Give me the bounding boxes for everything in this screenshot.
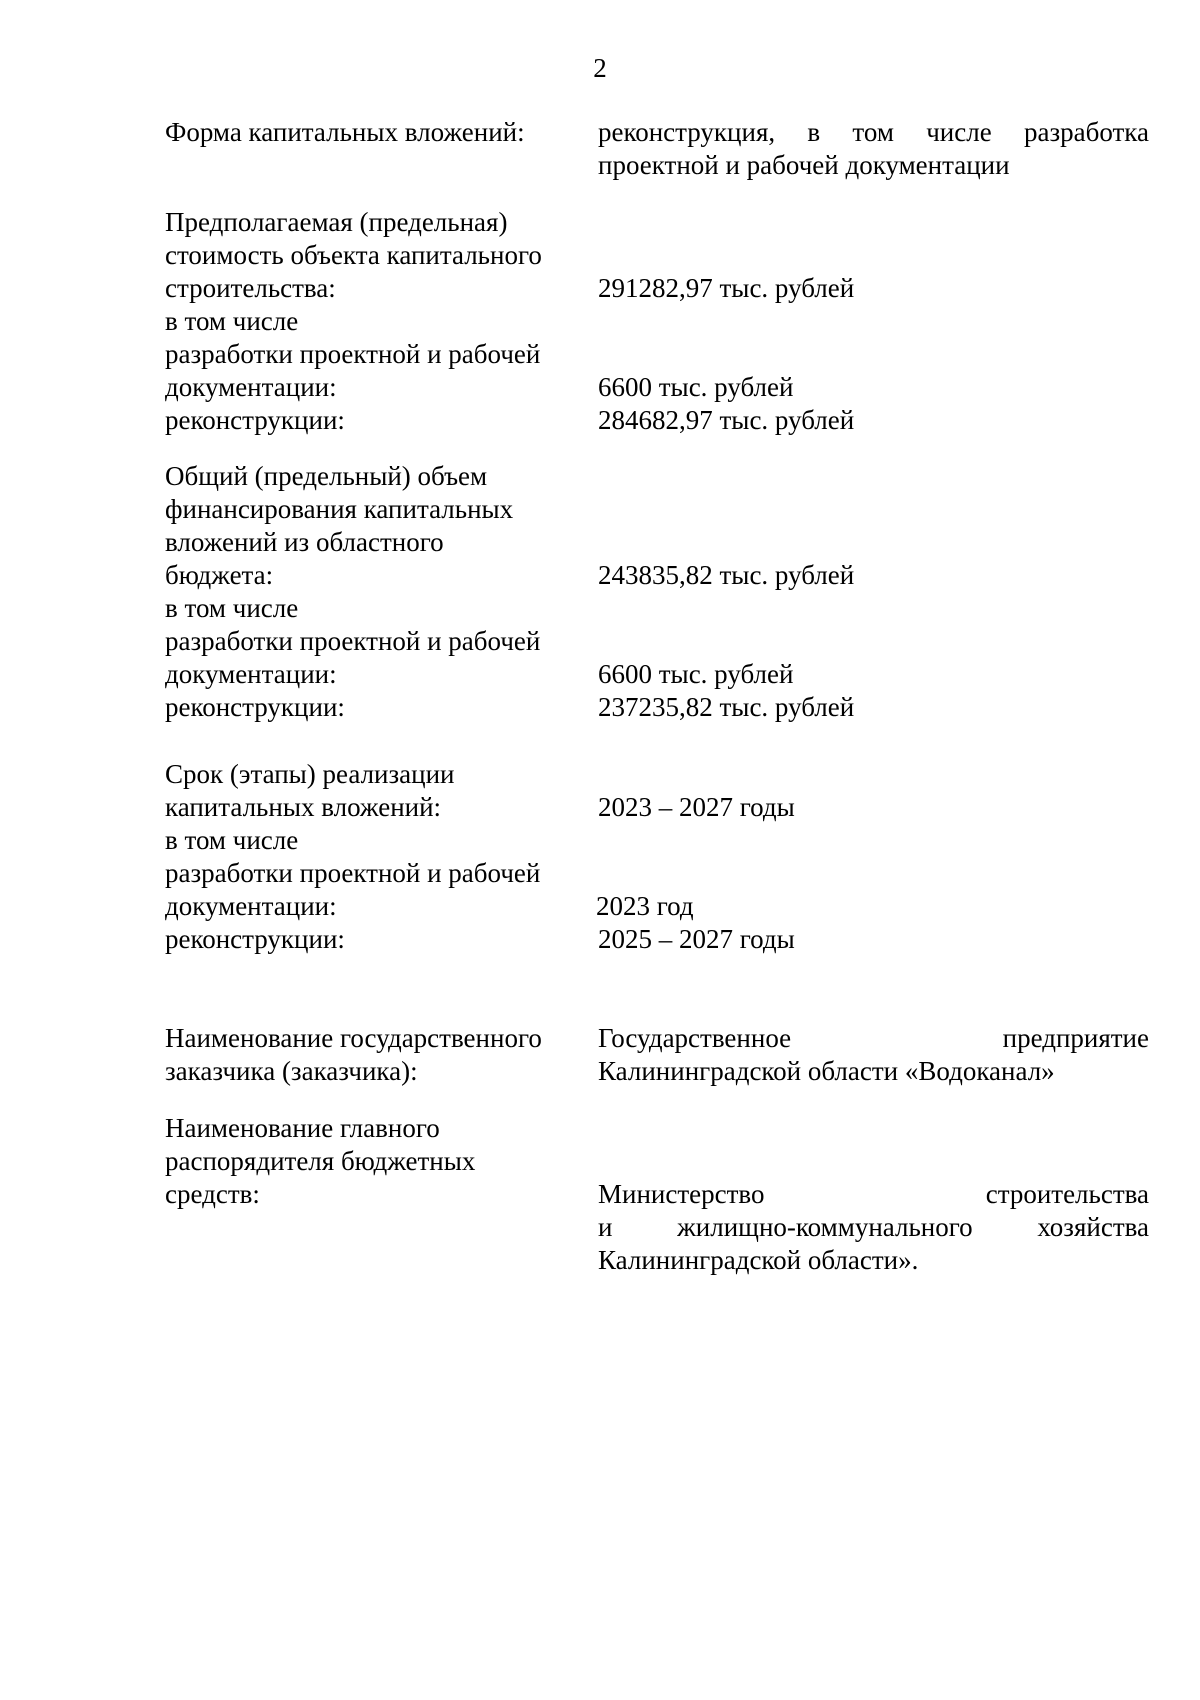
value-customer xyxy=(598,1022,1149,1088)
label-customer xyxy=(165,1022,585,1088)
label-line: капитальных вложений: xyxy=(165,792,442,822)
label-line: реконструкции: xyxy=(165,924,345,954)
value-total-cost: 291282,97 тыс. рублей xyxy=(598,273,855,303)
label-line: бюджета: xyxy=(165,560,274,590)
value-line: Государственное предприятие xyxy=(598,1023,1149,1053)
value-line: Калининградской области». xyxy=(598,1245,919,1275)
label-line: стоимость объекта капитального xyxy=(165,240,542,270)
page-number: 2 xyxy=(593,53,607,83)
label-line: документации: xyxy=(165,891,337,921)
label-line: вложений из областного xyxy=(165,527,444,557)
value-design-funding: 6600 тыс. рублей xyxy=(598,659,794,689)
label-line: Наименование государственного xyxy=(165,1023,542,1053)
value-line: проектной и рабочей документации xyxy=(598,150,1010,180)
label-line: средств: xyxy=(165,1179,260,1209)
label-total-funding xyxy=(165,460,585,724)
label-line: распорядителя бюджетных xyxy=(165,1146,476,1176)
label-line: Наименование главного xyxy=(165,1113,440,1143)
label-budget-manager xyxy=(165,1112,585,1211)
label-line: заказчика (заказчика): xyxy=(165,1056,418,1086)
label-estimated-cost xyxy=(165,206,585,437)
label-line: разработки проектной и рабочей xyxy=(165,858,541,888)
value-reconstruction-period: 2025 – 2027 годы xyxy=(598,924,795,954)
value-design-cost: 6600 тыс. рублей xyxy=(598,372,794,402)
label-line: реконструкции: xyxy=(165,405,345,435)
label-line: разработки проектной и рабочей xyxy=(165,626,541,656)
value-investment-form xyxy=(598,116,1149,182)
value-total-period: 2023 – 2027 годы xyxy=(598,792,795,822)
value-reconstruction-funding: 237235,82 тыс. рублей xyxy=(598,692,855,722)
label-line: документации: xyxy=(165,372,337,402)
label-line: в том числе xyxy=(165,825,299,855)
label-line: Срок (этапы) реализации xyxy=(165,759,455,789)
value-line: реконструкция, в том числе разработка xyxy=(598,117,1149,147)
label-line: разработки проектной и рабочей xyxy=(165,339,541,369)
value-reconstruction-cost: 284682,97 тыс. рублей xyxy=(598,405,855,435)
label-line: Форма капитальных вложений: xyxy=(165,117,525,147)
label-line: Предполагаемая (предельная) xyxy=(165,207,508,237)
label-line: Общий (предельный) объем xyxy=(165,461,488,491)
value-line: и жилищно-коммунального хозяйства xyxy=(598,1212,1149,1242)
value-design-period: 2023 год xyxy=(596,891,694,921)
value-total-funding-amount: 243835,82 тыс. рублей xyxy=(598,560,855,590)
value-line: Министерство строительства xyxy=(598,1179,1149,1209)
label-line: документации: xyxy=(165,659,337,689)
label-timeline xyxy=(165,758,585,956)
label-line: в том числе xyxy=(165,593,299,623)
value-line: Калининградской области «Водоканал» xyxy=(598,1056,1055,1086)
label-investment-form xyxy=(165,116,585,149)
label-line: реконструкции: xyxy=(165,692,345,722)
label-line: в том числе xyxy=(165,306,299,336)
label-line: финансирования капитальных xyxy=(165,494,514,524)
label-line: строительства: xyxy=(165,273,336,303)
